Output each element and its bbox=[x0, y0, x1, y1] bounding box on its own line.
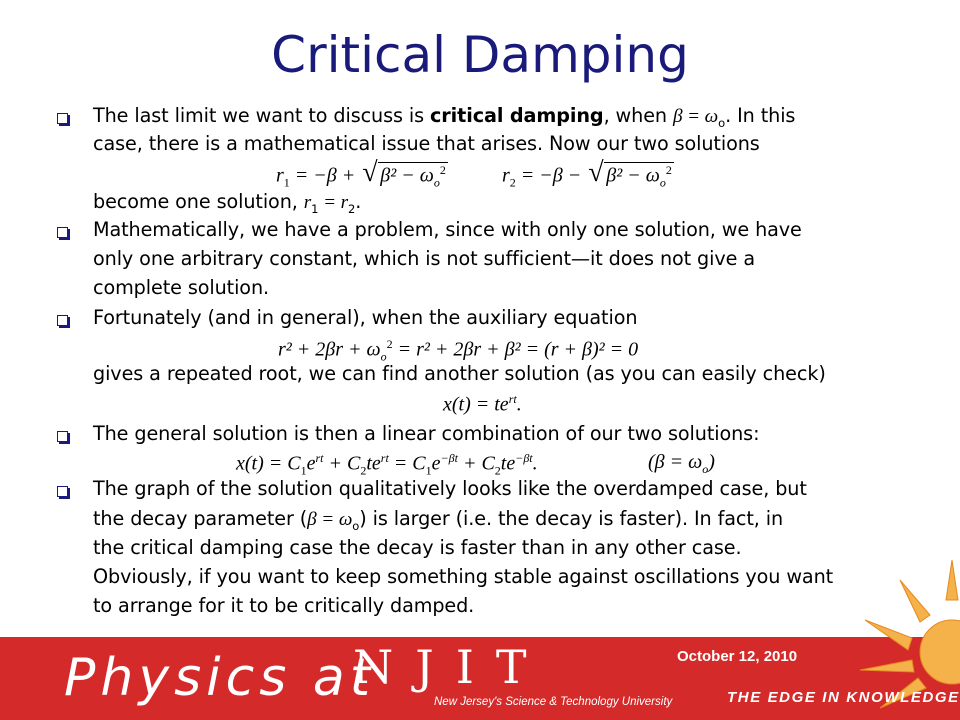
bullet-5-line-4: Obviously, if you want to keep something stable against oscillations you want bbox=[93, 565, 834, 588]
university-name: New Jersey's Science & Technology University bbox=[434, 696, 673, 708]
bullet-2-line-1: Mathematically, we have a problem, since with only one solution, we have bbox=[93, 218, 802, 241]
tagline: THE EDGE IN KNOWLEDGE bbox=[727, 689, 960, 706]
bullet-marker bbox=[56, 112, 68, 124]
bullet-2-line-2: only one arbitrary constant, which is not sufficient—it does not give a bbox=[93, 247, 755, 270]
njit-logo: NJIT bbox=[353, 640, 549, 694]
bullet-1-line-1: The last limit we want to discuss is critical damping, when $\beta = \omega_o$. In this bbox=[93, 104, 796, 130]
bullet-2-line-3: complete solution. bbox=[93, 276, 270, 299]
footer-physics-at: Physics at bbox=[64, 648, 376, 708]
bullet-marker bbox=[56, 314, 68, 326]
equation-condition: $(\beta = \omega_o)$ bbox=[648, 451, 715, 476]
bullet-4-line-1: The general solution is then a linear combination of our two solutions: bbox=[93, 422, 760, 445]
equation-second-solution: $x(t) = te^{rt}$. bbox=[443, 392, 522, 416]
bullet-3-line-1: Fortunately (and in general), when the auxiliary equation bbox=[93, 306, 638, 329]
equation-auxiliary: $r^2 + 2\beta r + \omega_o^2 = r^2 + 2\beta r + \beta^2 = (r + \beta)^2 = 0$ bbox=[278, 337, 639, 364]
bullet-marker bbox=[56, 485, 68, 497]
bullet-1-line-3: become one solution, $r_1 = r_2$. bbox=[93, 190, 362, 216]
slide-date: October 12, 2010 bbox=[677, 648, 798, 665]
bullet-3-line-2: gives a repeated root, we can find another solution (as you can easily check) bbox=[93, 362, 826, 385]
bullet-5-line-5: to arrange for it to be critically damped. bbox=[93, 594, 475, 617]
bullet-marker bbox=[56, 226, 68, 238]
slide-title: Critical Damping bbox=[271, 26, 689, 84]
bullet-1-line-2: case, there is a mathematical issue that arises. Now our two solutions bbox=[93, 132, 760, 155]
bullet-5-line-1: The graph of the solution qualitatively looks like the overdamped case, but bbox=[93, 477, 807, 500]
equation-r1: $r_1 = -\beta$ + √ $\beta^2 - \omega_o^2$ bbox=[276, 162, 448, 191]
bullet-5-line-3: the critical damping case the decay is faster than in any other case. bbox=[93, 536, 742, 559]
sun-logo-icon bbox=[860, 560, 960, 710]
bullet-marker bbox=[56, 430, 68, 442]
equation-r2: $r_2 = -\beta$ − √ $\beta^2 - \omega_o^2$ bbox=[502, 162, 674, 191]
equation-general-solution: $x(t) = C_1e^{rt} + C_2te^{rt} = C_1e^{-\beta t} + C_2te^{-\beta t}$. bbox=[236, 451, 538, 478]
bullet-5-line-2: the decay parameter $(\beta = \omega_o)$ is larger (i.e. the decay is faster). In fact, in bbox=[93, 507, 784, 533]
